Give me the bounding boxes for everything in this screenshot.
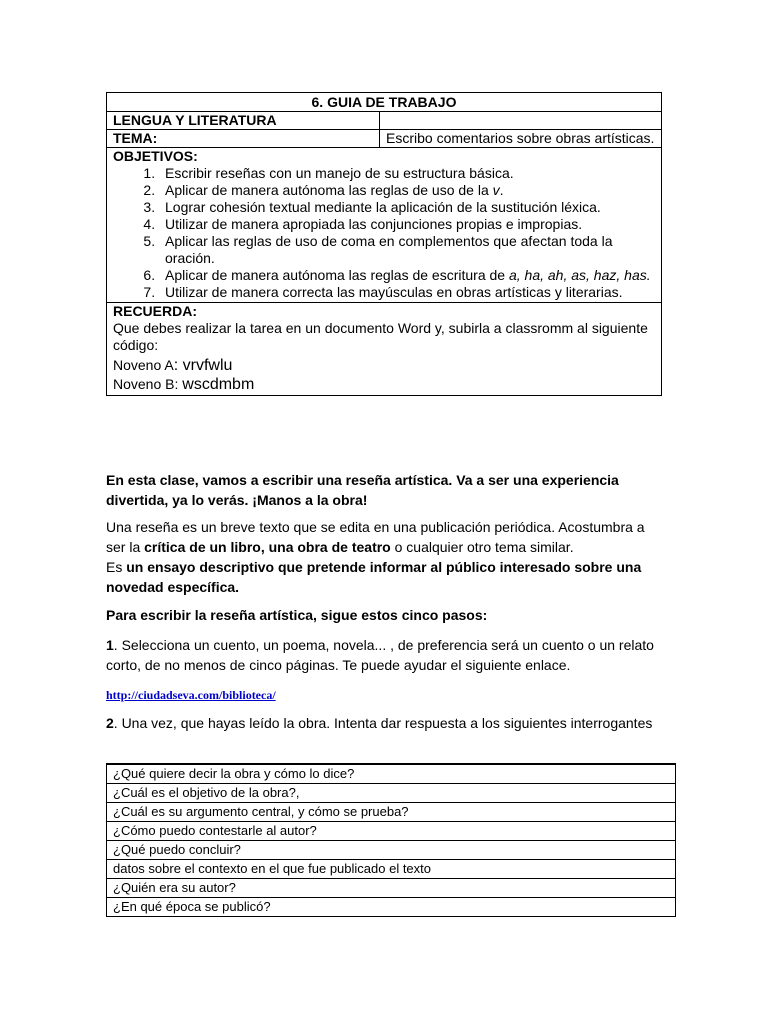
guide-title: 6. GUIA DE TRABAJO [107,93,662,112]
link-line [106,684,666,705]
objetivo-item: 2. Aplicar de manera autónoma las reglas de uso de la v. [159,182,655,199]
question-row: ¿Cómo puedo contestarle al autor? [107,822,676,841]
recuerda-label: RECUERDA: [113,303,197,319]
subject-label: LENGUA Y LITERATURA [107,112,380,130]
question-row: ¿Cuál es el objetivo de la obra?, [107,784,676,803]
objetivo-item: 3. Lograr cohesión textual mediante la aplicación de la sustitución léxica. [159,199,655,216]
objetivo-item: 4. Utilizar de manera apropiada las conjunciones propias e impropias. [159,216,655,233]
subject-empty-cell [380,112,662,130]
question-row: ¿Cuál es su argumento central, y cómo se prueba? [107,803,676,822]
objetivos-list [113,165,655,302]
noveno-b-code: wscdmbm [182,376,255,393]
objetivos-cell [107,148,662,303]
objetivo-item: 7. Utilizar de manera correcta las mayúsculas en obras artísticas y literarias. [159,284,655,301]
objetivo-item: 1. Escribir reseñas con un manejo de su estructura básica. [159,165,655,182]
intro-paragraph: En esta clase, vamos a escribir una reseña artística. Va a ser una experiencia divertida, ya lo verás. ¡Manos a la obra! [106,472,619,508]
question-row: datos sobre el contexto en el que fue publicado el texto [107,860,676,879]
recuerda-text: Que debes realizar la tarea en un documento Word y, subirla a classromm al siguiente código: [113,320,648,353]
question-row: ¿Qué quiere decir la obra y cómo lo dice? [107,764,676,784]
noveno-a-line: Noveno A: vrvfwlu [113,357,233,374]
recuerda-cell [107,303,662,396]
step-2-paragraph: 2. Una vez, que hayas leído la obra. Intenta dar respuesta a los siguientes interrogantes [106,715,653,731]
noveno-a-code: : vrvfwlu [173,357,233,374]
tema-label: TEMA: [107,130,380,148]
tema-value: Escribo comentarios sobre obras artísticas. [380,130,662,148]
question-row: ¿Quién era su autor? [107,879,676,898]
steps-heading: Para escribir la reseña artística, sigue estos cinco pasos: [106,607,488,623]
objetivo-item: 5. Aplicar las reglas de uso de coma en complementos que afectan toda la oración. [159,233,655,267]
question-row: ¿Qué puedo concluir? [107,841,676,860]
question-row: ¿En qué época se publicó? [107,898,676,917]
definition-paragraph: Una reseña es un breve texto que se edita en una publicación periódica. Acostumbra a ser la crítica de un libro, una obra de teatro o cualquier otro tema similar. Es un ensayo descriptivo que pretende informar al público interesado sobre una novedad específica. [106,519,645,595]
guide-header-table [106,92,662,396]
biblioteca-link[interactable]: http://ciudadseva.com/biblioteca/ [106,688,276,702]
noveno-b-line: Noveno B: wscdmbm [113,376,255,393]
objetivo-item: 6. Aplicar de manera autónoma las reglas de escritura de a, ha, ah, as, haz, has. [159,267,655,284]
step-1-paragraph: 1. Selecciona un cuento, un poema, novela... , de preferencia será un cuento o un relato corto, de no menos de cinco páginas. Te puede ayudar el siguiente enlace. [106,637,654,673]
objetivos-label: OBJETIVOS: [113,148,198,164]
questions-table [106,763,676,917]
